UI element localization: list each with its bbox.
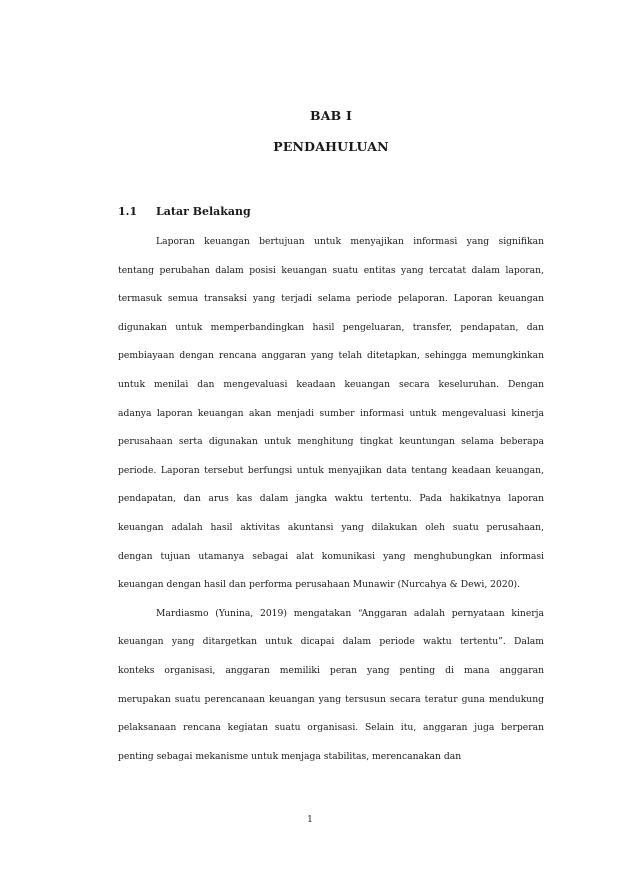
paragraph-line: keuangan adalah hasil aktivitas akuntansi yang dilakukan oleh suatu perusahaan,: [118, 521, 544, 533]
section-title: Latar Belakang: [156, 205, 251, 218]
section-heading: [118, 205, 251, 218]
paragraph-line: untuk menilai dan mengevaluasi keadaan keuangan secara keseluruhan. Dengan: [118, 378, 544, 390]
paragraph-line: periode. Laporan tersebut berfungsi untuk menyajikan data tentang keadaan keuangan,: [118, 464, 544, 476]
paragraph-line: penting sebagai mekanisme untuk menjaga stabilitas, merencanakan dan: [118, 750, 462, 762]
page-number: 1: [307, 815, 313, 825]
paragraph: [118, 228, 544, 600]
paragraph-line: dengan tujuan utamanya sebagai alat komunikasi yang menghubungkan informasi: [118, 550, 544, 562]
chapter-number: BAB I: [309, 108, 353, 123]
chapter-title: PENDAHULUAN: [273, 139, 389, 154]
paragraph-line: termasuk semua transaksi yang terjadi selama periode pelaporan. Laporan keuangan: [118, 293, 544, 305]
paragraph-line: Mardiasmo (Yunina, 2019) mengatakan “Anggaran adalah pernyataan kinerja: [156, 607, 544, 619]
paragraph-line: konteks organisasi, anggaran memiliki peran yang penting di mana anggaran: [118, 664, 544, 676]
paragraph-line: merupakan suatu perencanaan keuangan yang tersusun secara teratur guna mendukung: [118, 693, 544, 705]
paragraph-line: keuangan dengan hasil dan performa perusahaan Munawir (Nurcahya & Dewi, 2020).: [118, 579, 521, 591]
paragraph-line: digunakan untuk memperbandingkan hasil pengeluaran, transfer, pendapatan, dan: [118, 321, 544, 333]
section-number: 1.1: [118, 205, 138, 218]
paragraph-line: perusahaan serta digunakan untuk menghitung tingkat keuntungan selama beberapa: [118, 436, 544, 448]
paragraph-line: Laporan keuangan bertujuan untuk menyajikan informasi yang signifikan: [156, 236, 544, 247]
paragraph-line: tentang perubahan dalam posisi keuangan suatu entitas yang tercatat dalam laporan,: [118, 264, 544, 276]
paragraph-line: pendapatan, dan arus kas dalam jangka waktu tertentu. Pada hakikatnya laporan: [118, 493, 544, 505]
paragraph-line: pembiayaan dengan rencana anggaran yang telah ditetapkan, sehingga memungkinkan: [118, 350, 544, 362]
paragraph-line: adanya laporan keuangan akan menjadi sumber informasi untuk mengevaluasi kinerja: [118, 407, 544, 419]
paragraph-line: keuangan yang ditargetkan untuk dicapai dalam periode waktu tertentu”. Dalam: [118, 636, 544, 648]
body-text: [118, 228, 544, 771]
paragraph-line: pelaksanaan rencana kegiatan suatu organisasi. Selain itu, anggaran juga berperan: [118, 722, 544, 734]
paragraph: [118, 600, 544, 772]
